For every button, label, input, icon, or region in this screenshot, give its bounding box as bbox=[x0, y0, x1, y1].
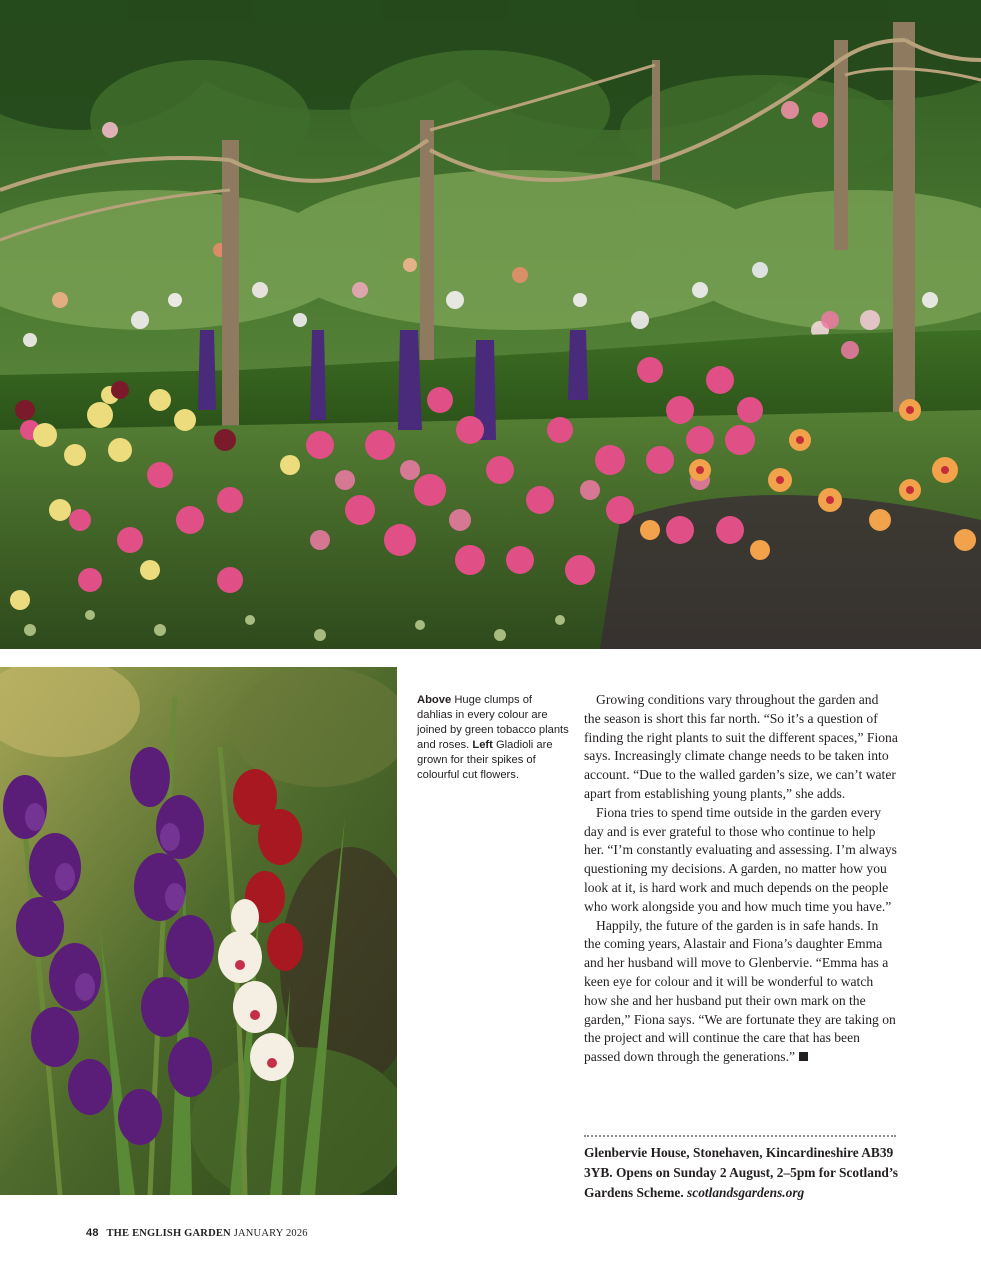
photo-caption bbox=[417, 693, 569, 783]
body-paragraph-text: Fiona tries to spend time outside in the garden every day and is ever grateful to those who continue to help her. “I’m constantly evaluating and assessing. I’m always questioning my decisions. A garden, no matter how you look at it, is hard work and much depends on the people who work alongside you and how much time you have.” bbox=[584, 804, 897, 914]
body-paragraph bbox=[584, 917, 898, 1067]
page-number: 48 bbox=[86, 1227, 99, 1239]
caption-above-text: Huge clumps of dahlias in every colour are joined by green tobacco plants and roses. bbox=[417, 694, 569, 751]
caption-above-label: Above bbox=[417, 694, 452, 706]
inset-photo bbox=[0, 667, 397, 1195]
gladioli-illustration bbox=[0, 667, 397, 1195]
body-paragraph: Growing conditions vary throughout the garden and the season is short this far north. “So it’s a question of finding the right plants to suit the different spaces,” Fiona says. Increasingly climate change needs to be taken into account. “Due to the walled garden’s size, we can’t water apart from establishing young plants,” she adds. bbox=[584, 692, 898, 801]
body-paragraph-text: Happily, the future of the garden is in safe hands. In the coming years, Alastair and Fiona’s daughter Emma and her husband will move to Glenbervie. “Emma has a keen eye for colour and it will be wonderful to watch how she and her husband put their own mark on the garden,” Fiona says. “We are fortunate they are taking on the project and will continue the care that has been passed down through the generations.” bbox=[584, 917, 896, 1065]
magazine-name: THE ENGLISH GARDEN bbox=[106, 1228, 231, 1239]
end-of-article-mark bbox=[799, 1052, 808, 1061]
article-body bbox=[584, 691, 898, 1067]
caption-left-text: Gladioli are grown for their spikes of colourful cut flowers. bbox=[417, 739, 553, 781]
website-link[interactable]: scotlandsgardens.org bbox=[687, 1185, 805, 1200]
caption-left-label: Left bbox=[472, 739, 493, 751]
visit-info-text: Glenbervie House, Stonehaven, Kincardineshire AB39 3YB. Opens on Sunday 2 August, 2–5pm for Scotland’s Gardens Scheme. bbox=[584, 1145, 899, 1200]
page-footer bbox=[86, 1227, 308, 1239]
dotted-divider bbox=[584, 1135, 896, 1137]
garden-visit-info bbox=[584, 1143, 904, 1203]
issue-date: JANUARY 2026 bbox=[233, 1228, 308, 1239]
body-paragraph bbox=[584, 804, 898, 917]
